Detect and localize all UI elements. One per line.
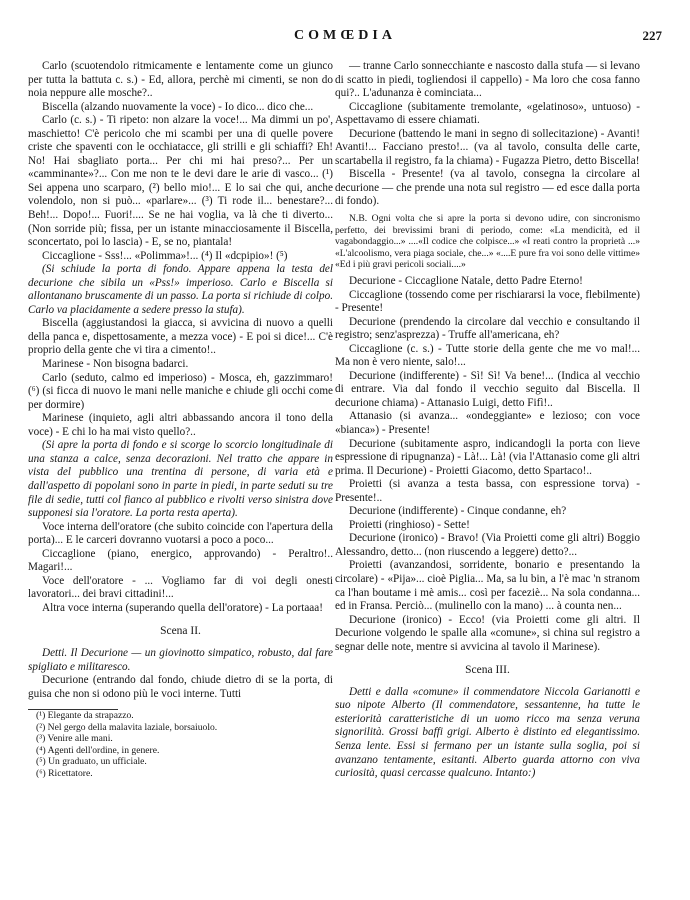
paragraph: Decurione (ironico) - Ecco! (via Proietti come gli altri. Il Decurione volgendo le spalle alla «comune», si china sul registro a segnar delle note, mentre si avvicina al tavolo il Marinese). xyxy=(335,613,640,653)
paragraph: Voce interna dell'oratore (che subito coincide con l'apertura della porta)... E le carceri dovranno vuotarsi a poco a poco... xyxy=(28,520,333,547)
paragraph: Ciccaglione (c. s.) - Tutte storie della gente che me vo mal!... Ma non è vero niente, salo!... xyxy=(335,342,640,369)
footnote: (⁵) Un graduato, un ufficiale. xyxy=(36,756,147,768)
paragraph: Ciccaglione (tossendo come per rischiararsi la voce, flebilmente) - Presente! xyxy=(335,288,640,315)
stage-direction: (Si apre la porta di fondo e si scorge lo scorcio longitudinale di una stanza a calce, senza decorazioni. Nel tratto che appare in vista del pubblico una trentina di persone, di varia età e dall'aspetto di popolani sono in parte in piedi, in parte seduti su tre file di sedie, tutti col fianco al pubblico e rivolti verso sinistra dove supponesi sia l'oratore. La porta resta aperta). xyxy=(28,439,333,520)
stage-note: N.B. Ogni volta che si apre la porta si devono udire, con sincronismo perfetto, dei brevissimi brani di periodo, come: «La mendicità, ed il vagabondaggio...» ....«Il codice che colpisce...» «I reati contro la proprietà ...» «L'alcoolismo, vera piaga sociale, che...» «....E pure fra voi sono delle vittime» «Ed i più gravi pericoli sociali....» xyxy=(335,213,640,271)
paragraph: Proietti (avanzandosi, sorridente, bonario e presentando la circolare) - «Pija»... cioè Piglia... Ma, sa lu bin, a l'è mac 'n stranom ca l'han boutame i mè amis... così per faceziè... Na sola condanna... ed in Fransa. Perciò... (mulinello con la mano) ... à counta nen... xyxy=(335,559,640,613)
scene-heading: Scena II. xyxy=(160,625,201,638)
footnote: (¹) Elegante da strapazzo. xyxy=(36,710,134,722)
paragraph: Voce dell'oratore - ... Vogliamo far di voi degli onesti lavoratori... dei bravi cittadini!... xyxy=(28,574,333,601)
left-column xyxy=(28,60,333,779)
scene-description: Detti. Il Decurione — un giovinotto simpatico, robusto, dal fare spigliato e militaresco. xyxy=(28,646,333,673)
paragraph: — tranne Carlo sonnecchiante e nascosto dalla stufa — si levano di scatto in piedi, togliendosi il cappello) - Ma loro che cosa fanno qui?.. L'adunanza è cominciata... xyxy=(335,60,640,100)
stage-direction: (Si schiude la porta di fondo. Appare appena la testa del decurione che sibila un «Pss!» imperioso. Carlo e Biscella si allontanano bruscamente di un passo. La porta si richiude di colpo. Carlo va placidamente a sedere presso la stufa). xyxy=(28,263,333,316)
paragraph: Decurione (subitamente aspro, indicandogli la porta con lieve espressione di ripugnanza) - Là!... Là! (via l'Attanasio come gli altri prima. Il Decurione) - Proietti Giacomo, detto Spartaco!.. xyxy=(335,437,640,477)
paragraph: Decurione (indifferente) - Cinque condanne, eh? xyxy=(349,505,567,518)
paragraph: Ciccaglione (subitamente tremolante, «gelatinoso», untuoso) - Aspettavamo di essere chiamati. xyxy=(335,100,640,127)
paragraph: Altra voce interna (superando quella dell'oratore) - La portaaa! xyxy=(42,601,323,614)
paragraph: Biscella (aggiustandosi la giacca, si avvicina di nuovo a quelli della panca e, dispettosamente, a mezza voce) - E poi si dice!... C'è proprio della gente che vi tira a cimento!.. xyxy=(28,317,333,357)
paragraph: Ciccaglione - Sss!... «Polimma»!... (⁴) Il «dcpipio»! (⁵) xyxy=(42,249,288,262)
right-column xyxy=(335,60,640,781)
paragraph: Marinese (inquieto, agli altri abbassando ancora il tono della voce) - E chi lo ha mai visto quello?.. xyxy=(28,412,333,438)
scene-description: Detti e dalla «comune» il commendatore Niccola Garianotti e suo nipote Alberto (Il commendatore, sessantenne, ha tutte le esteriorità caratteristiche di un uomo ricco ma senza veruna signorilità. Grossi baffi grigi. Alberto è distinto ed elegantissimo. Senza lente. Essi si fermano per un istante sulla soglia, poi si avanzano tentamente, esitanti. Alberto guarda attorno con viva curiosità, quasi cercasse qualcuno. Intanto:) xyxy=(335,685,640,780)
paragraph: Ciccaglione (piano, energico, approvando) - Peraltro!.. Magari!... xyxy=(28,547,333,574)
paragraph: Carlo (seduto, calmo ed imperioso) - Mosca, eh, gazzimmaro! (⁶) (si ficca di nuovo le mani nelle maniche e chiude gli occhi come per dormire) xyxy=(28,371,333,411)
running-title: COMŒDIA xyxy=(294,28,396,43)
paragraph: Carlo (scuotendolo ritmicamente e lentamente come un giunco per tutta la battuta c. s.) - Ed, allora, perchè mi cimenti, se non do noia neppure alle mosche?.. xyxy=(28,60,333,100)
paragraph: Decurione (ironico) - Bravo! (Via Proietti come gli altri) Boggio Alessandro, detto... (non riuscendo a leggere) detto?... xyxy=(335,532,640,558)
paragraph: Attanasio (si avanza... «ondeggiante» e lezioso; con voce «bianca») - Presente! xyxy=(335,410,640,436)
paragraph: Decurione - Ciccaglione Natale, detto Padre Eterno! xyxy=(349,274,583,287)
paragraph: Decurione (entrando dal fondo, chiude dietro di se la porta, di guisa che non si odono più le voci interne. Tutti xyxy=(28,674,333,700)
footnote: (³) Venire alle mani. xyxy=(36,733,113,745)
paragraph: Carlo (c. s.) - Ti ripeto: non alzare la voce!... Ma dimmi un po', maschietto! C'è pericolo che mi scambi per una di quelle povere criste che spaventi con le occhiatacce, gli strilli e gli schiaffi? Eh! No! Hai sbagliato porta... Per chi mi hai preso?... Per un «camminante»?... Con me non te le devi dare le arie di vasco... (¹) Sei appena uno scarparo, (²) bello mio!... E lo sai che qui, anche volendolo, non si può... «parlare»... (³) Ti rode il... benestare?... Beh!... Dopo!... Fuori!.... Se ne hai voglia, va là che ti diverto... (Non sorride più; fissa, per un istante minacciosamente il Biscella, sconcertato, poi lo lascia) - E, se no, piantala! xyxy=(28,114,333,249)
paragraph: Decurione (indifferente) - Sì! Sì! Va bene!... (Indica al vecchio di entrare. Via dal fondo il vecchio seguito dal Biscella. Il decurione chiama) - Attanasio Luigi, detto Fifì!.. xyxy=(335,369,640,409)
paragraph: Proietti (ringhioso) - Sette! xyxy=(349,518,470,531)
paragraph: Marinese - Non bisogna badarci. xyxy=(42,358,189,371)
paragraph: Decurione (battendo le mani in segno di sollecitazione) - Avanti! Avanti!... Facciano presto!... (va al tavolo, consulta delle carte, scartabella il registro, fa la chiama) - Fugazza Pietro, detto Biscella! xyxy=(335,127,640,167)
footnote: (²) Nel gergo della malavita laziale, borsaiuolo. xyxy=(36,721,218,733)
paragraph: Biscella - Presente! (va al tavolo, consegna la circolare al decurione — che prende una nota sul registro — ed esce dalla porta di fondo). xyxy=(335,168,640,208)
page-number: 227 xyxy=(642,28,662,43)
page-header xyxy=(20,28,670,48)
paragraph: Biscella (alzando nuovamente la voce) - Io dico... dico che... xyxy=(42,100,314,113)
footnote: (⁶) Ricettatore. xyxy=(36,767,93,779)
paragraph: Proietti (si avanza a testa bassa, con espressione torva) - Presente!.. xyxy=(335,478,640,504)
paragraph: Decurione (prendendo la circolare dal vecchio e consultando il registro; senz'asprezza) - Truffe all'americana, eh? xyxy=(335,315,640,342)
scene-heading: Scena III. xyxy=(465,664,510,677)
footnote: (⁴) Agenti dell'ordine, in genere. xyxy=(36,744,160,756)
